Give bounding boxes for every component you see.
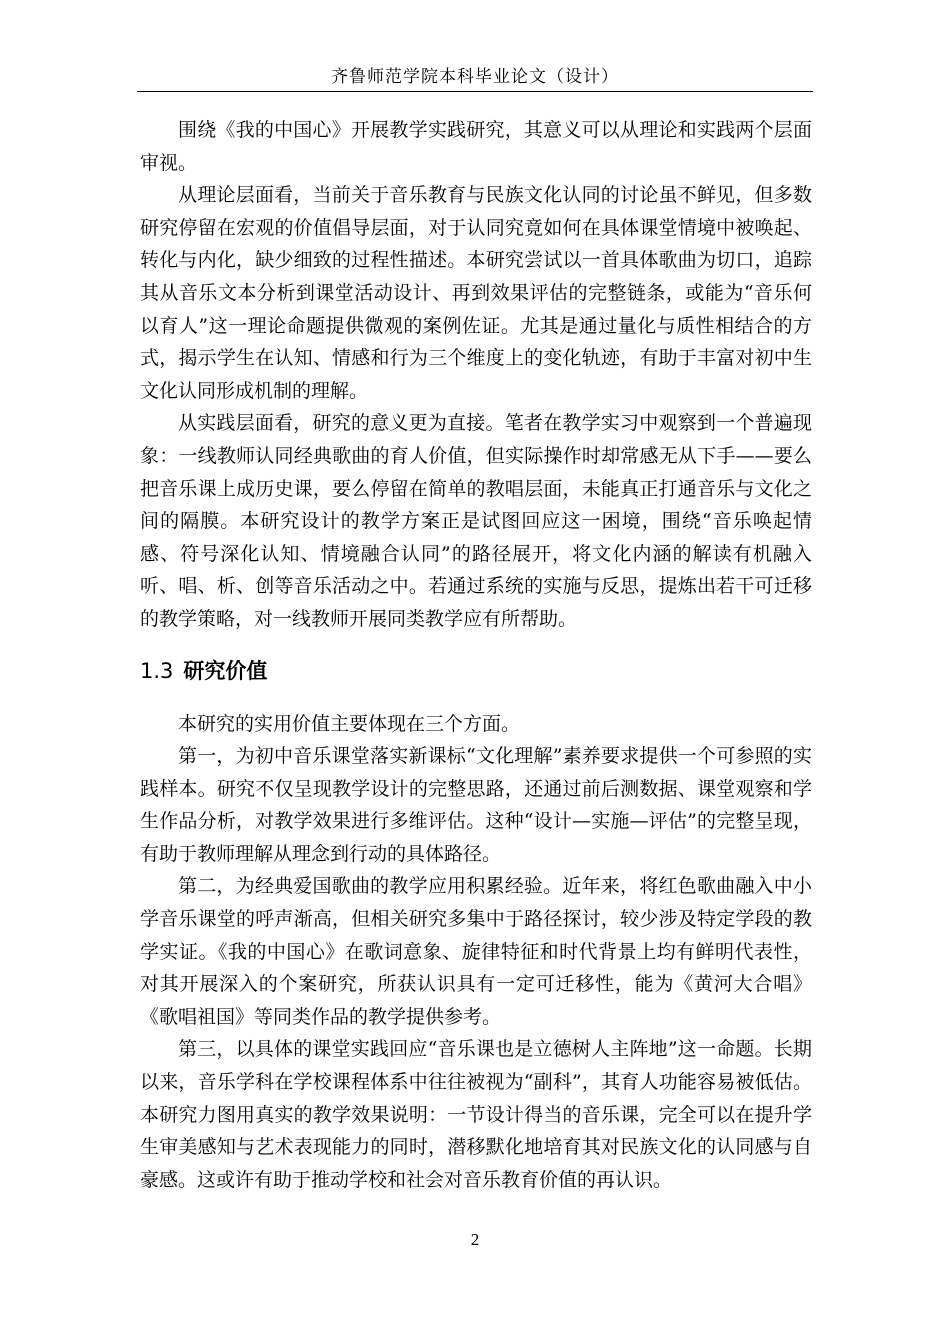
body-paragraph: 第一，为初中音乐课堂落实新课标“文化理解”素养要求提供一个可参照的实践样本。研究不仅呈现教学设计的完整思路，还通过前后测数据、课堂观察和学生作品分析，对教学效果进行多维评估。这种“设计—实施—评估”的完整呈现，有助于教师理解从理念到行动的具体路径。: [140, 745, 812, 865]
page-number: 2: [470, 1230, 480, 1249]
header-divider: [137, 91, 813, 92]
body-paragraph: 从实践层面看，研究的意义更为直接。笔者在教学实习中观察到一个普遍现象：一线教师认同经典歌曲的育人价值，但实际操作时却常感无从下手——要么把音乐课上成历史课，要么停留在简单的教唱层面，未能真正打通音乐与文化之间的隔膜。本研究设计的教学方案正是试图回应这一困境，围绕“音乐唤起情感、符号深化认知、情境融合认同”的路径展开，将文化内涵的解读有机融入听、唱、析、创等音乐活动之中。若通过系统的实施与反思，提炼出若干可迁移的教学策略，对一线教师开展同类教学应有所帮助。: [140, 412, 812, 630]
running-header: 齐鲁师范学院本科毕业论文（设计）: [331, 67, 619, 87]
body-paragraph: 本研究的实用价值主要体现在三个方面。: [178, 712, 521, 735]
section-title: 研究价值: [183, 658, 268, 683]
body-paragraph: 从理论层面看，当前关于音乐教育与民族文化认同的讨论虽不鲜见，但多数研究停留在宏观的价值倡导层面，对于认同究竟如何在具体课堂情境中被唤起、转化与内化，缺少细致的过程性描述。本研究尝试以一首具体歌曲为切口，追踪其从音乐文本分析到课堂活动设计、再到效果评估的完整链条，或能为“音乐何以育人”这一理论命题提供微观的案例佐证。尤其是通过量化与质性相结合的方式，揭示学生在认知、情感和行为三个维度上的变化轨迹，有助于丰富对初中生文化认同形成机制的理解。: [140, 184, 812, 402]
body-paragraph: 第二，为经典爱国歌曲的教学应用积累经验。近年来，将红色歌曲融入中小学音乐课堂的呼声渐高，但相关研究多集中于路径探讨，较少涉及特定学段的教学实证。《我的中国心》在歌词意象、旋律特征和时代背景上均有鲜明代表性，对其开展深入的个案研究，所获认识具有一定可迁移性，能为《黄河大合唱》《歌唱祖国》等同类作品的教学提供参考。: [140, 875, 812, 1028]
body-paragraph: 第三，以具体的课堂实践回应“音乐课也是立德树人主阵地”这一命题。长期以来，音乐学科在学校课程体系中往往被视为“副科”，其育人功能容易被低估。本研究力图用真实的教学效果说明：一节设计得当的音乐课，完全可以在提升学生审美感知与艺术表现能力的同时，潜移默化地培育其对民族文化的认同感与自豪感。这或许有助于推动学校和社会对音乐教育价值的再认识。: [140, 1038, 812, 1191]
page-body: [140, 114, 812, 1196]
section-heading: [140, 654, 812, 688]
body-paragraph: 围绕《我的中国心》开展教学实践研究，其意义可以从理论和实践两个层面审视。: [140, 119, 812, 174]
section-number: 1.3: [140, 658, 174, 683]
